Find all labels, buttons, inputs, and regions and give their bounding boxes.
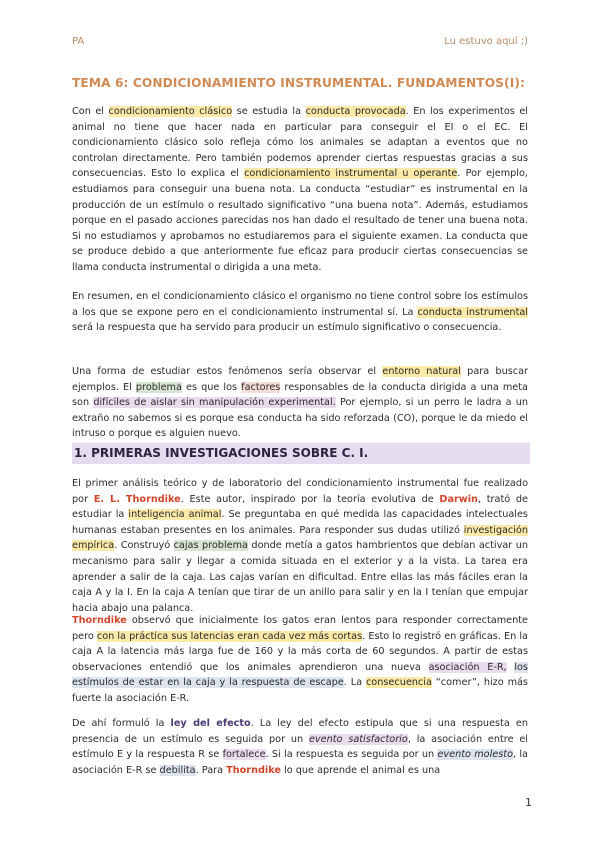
highlighted-text: inteligencia animal <box>128 509 222 521</box>
paragraph-text: es que los <box>181 381 242 393</box>
header-right-text: Lu estuvo aquí ;) <box>444 36 528 47</box>
paragraph-text: para buscar ejemplos. El <box>72 366 528 393</box>
paragraph-text: , la asociación E-R se <box>72 749 528 776</box>
highlighted-text: Darwin <box>439 493 478 505</box>
paragraph-summary <box>72 289 528 336</box>
paragraph-text: De ahí formuló la <box>72 718 171 729</box>
highlighted-text: condicionamiento clásico <box>108 106 233 117</box>
paragraph-intro <box>72 104 528 276</box>
paragraph-text: “comer”, hizo más fuerte la asociación E-R. <box>72 677 528 704</box>
highlighted-text: cajas problema <box>173 540 248 552</box>
highlighted-text: asociación E-R, <box>428 661 507 673</box>
highlighted-text: ley del efecto <box>170 718 251 729</box>
highlighted-text: condicionamiento instrumental u operante <box>244 168 458 180</box>
paragraph-text: . Si la respuesta es seguida por un <box>265 749 438 761</box>
highlighted-text: problema <box>135 381 182 393</box>
highlighted-text: Thorndike <box>72 615 127 626</box>
header-left-text: PA <box>72 36 85 47</box>
paragraph-text: observó que inicialmente los gatos eran lentos para responder correctamente pero <box>72 615 528 642</box>
paragraph-thorndike-research <box>72 476 528 616</box>
paragraph-text: . Se preguntaba en qué medida las capacidades intelectuales humanas estaban presentes en los animales. Para responder sus dudas utilizó <box>72 509 528 536</box>
highlighted-text: entorno natural <box>382 366 461 377</box>
paragraph-text: será la respuesta que ha servido para producir un estímulo significativo o consecuencia. <box>72 322 502 334</box>
paragraph-text: . Para <box>195 764 227 776</box>
highlighted-text: E. L. Thorndike <box>93 493 181 505</box>
paragraph-text: donde metía a gatos hambrientos que debían activar un mecanismo para salir y llegar a comida situada en el exterior y a la vista. La tarea era aprender a salir de la caja. Las cajas varían en dificultad. Entre ellas las más fáciles eran la caja A y la I. En la caja A tenían que tirar de un anillo para salir y en la I tenían que empujar hacia abajo una palanca. <box>72 540 528 614</box>
paragraph-natural-environment <box>72 364 528 442</box>
paragraph-text: Por ejemplo, si un perro le ladra a un extraño no sabemos si es porque esa conducta ha sido reforzada (CO), porque le da miedo el intruso o porque es alguien nuevo. <box>72 397 528 440</box>
paragraph-text: Una forma de estudiar estos fenómenos sería observar el <box>72 366 383 377</box>
highlighted-text: debilita <box>159 764 196 776</box>
paragraph-text: , trató de estudiar la <box>72 493 528 521</box>
paragraph-text: se estudia la <box>232 106 306 117</box>
paragraph-text: Con el <box>72 106 109 117</box>
page-number: 1 <box>525 796 532 809</box>
paragraph-text: . Construyó <box>114 540 174 552</box>
page-title: TEMA 6: CONDICIONAMIENTO INSTRUMENTAL. FUNDAMENTOS(I): <box>72 76 525 90</box>
paragraph-text: . Por ejemplo, estudiamos para conseguir una buena nota. La conducta “estudiar” es instrumental en la producción de un estímulo o resultado significativo “una buena nota”. Además, estudiamos porque en el pasado acciones parecidas nos han dado el resultado de tener una buena nota. Si no estudiamos y aprobamos no estudiaremos para el siguiente examen. La conducta que se produce debido a que anteriormente fue eficaz para producir ciertas consecuencias se llama conducta instrumental o dirigida a una meta. <box>72 168 528 273</box>
paragraph-text: . La ley del efecto estipula que si una respuesta en presencia de un estímulo es seguida por un <box>72 718 528 745</box>
highlighted-text: difíciles de aislar sin manipulación experimental. <box>93 397 336 409</box>
highlighted-text: consecuencia <box>365 677 432 689</box>
highlighted-text: evento molesto <box>437 749 514 761</box>
paragraph-text: , la asociación entre el estímulo E y la respuesta R se <box>72 733 528 761</box>
paragraph-law-of-effect <box>72 716 528 778</box>
section-heading: 1. PRIMERAS INVESTIGACIONES SOBRE C. I. <box>72 443 530 464</box>
highlighted-text: conducta provocada <box>305 106 406 117</box>
paragraph-text: . Esto lo registró en gráficas. En la caja A la latencia más larga fue de 160 y la más corta de 60 segundos. A partir de estas observaciones entendió que los animales aprendieron una nueva <box>72 630 528 673</box>
paragraph-text: . Este autor, inspirado por la teoría evolutiva de <box>180 493 440 505</box>
paragraph-text: lo que aprende el animal es una <box>280 764 441 776</box>
highlighted-text: los estímulos de estar en la caja y la respuesta de escape <box>72 661 528 689</box>
paragraph-thorndike-observations <box>72 613 528 707</box>
paragraph-text: El primer análisis teórico y de laboratorio del condicionamiento instrumental fue realizado por <box>72 478 528 505</box>
paragraph-text: responsables de la conducta dirigida a una meta son <box>72 381 528 409</box>
highlighted-text: fortalece <box>222 749 266 761</box>
highlighted-text: Thorndike <box>226 764 281 776</box>
highlighted-text: factores <box>241 381 281 393</box>
paragraph-text: . En los experimentos el animal no tiene que hacer nada en particular para conseguir el EI o el EC. El condicionamiento clásico solo refleja cómo los animales se adaptan a eventos que no controlan directamente. Pero también podemos aprender ciertas respuestas gracias a sus consecuencias. Esto lo explica el <box>72 106 528 180</box>
paragraph-text: . La <box>343 677 366 689</box>
highlighted-text: investigación empírica <box>72 524 528 552</box>
paragraph-text: En resumen, en el condicionamiento clásico el organismo no tiene control sobre los estímulos a los que se expone pero en el condicionamiento instrumental sí. La <box>72 291 528 318</box>
highlighted-text: evento satisfactorio <box>308 733 408 745</box>
highlighted-text: conducta instrumental <box>417 306 528 318</box>
highlighted-text: con la práctica sus latencias eran cada vez más cortas <box>96 630 363 642</box>
